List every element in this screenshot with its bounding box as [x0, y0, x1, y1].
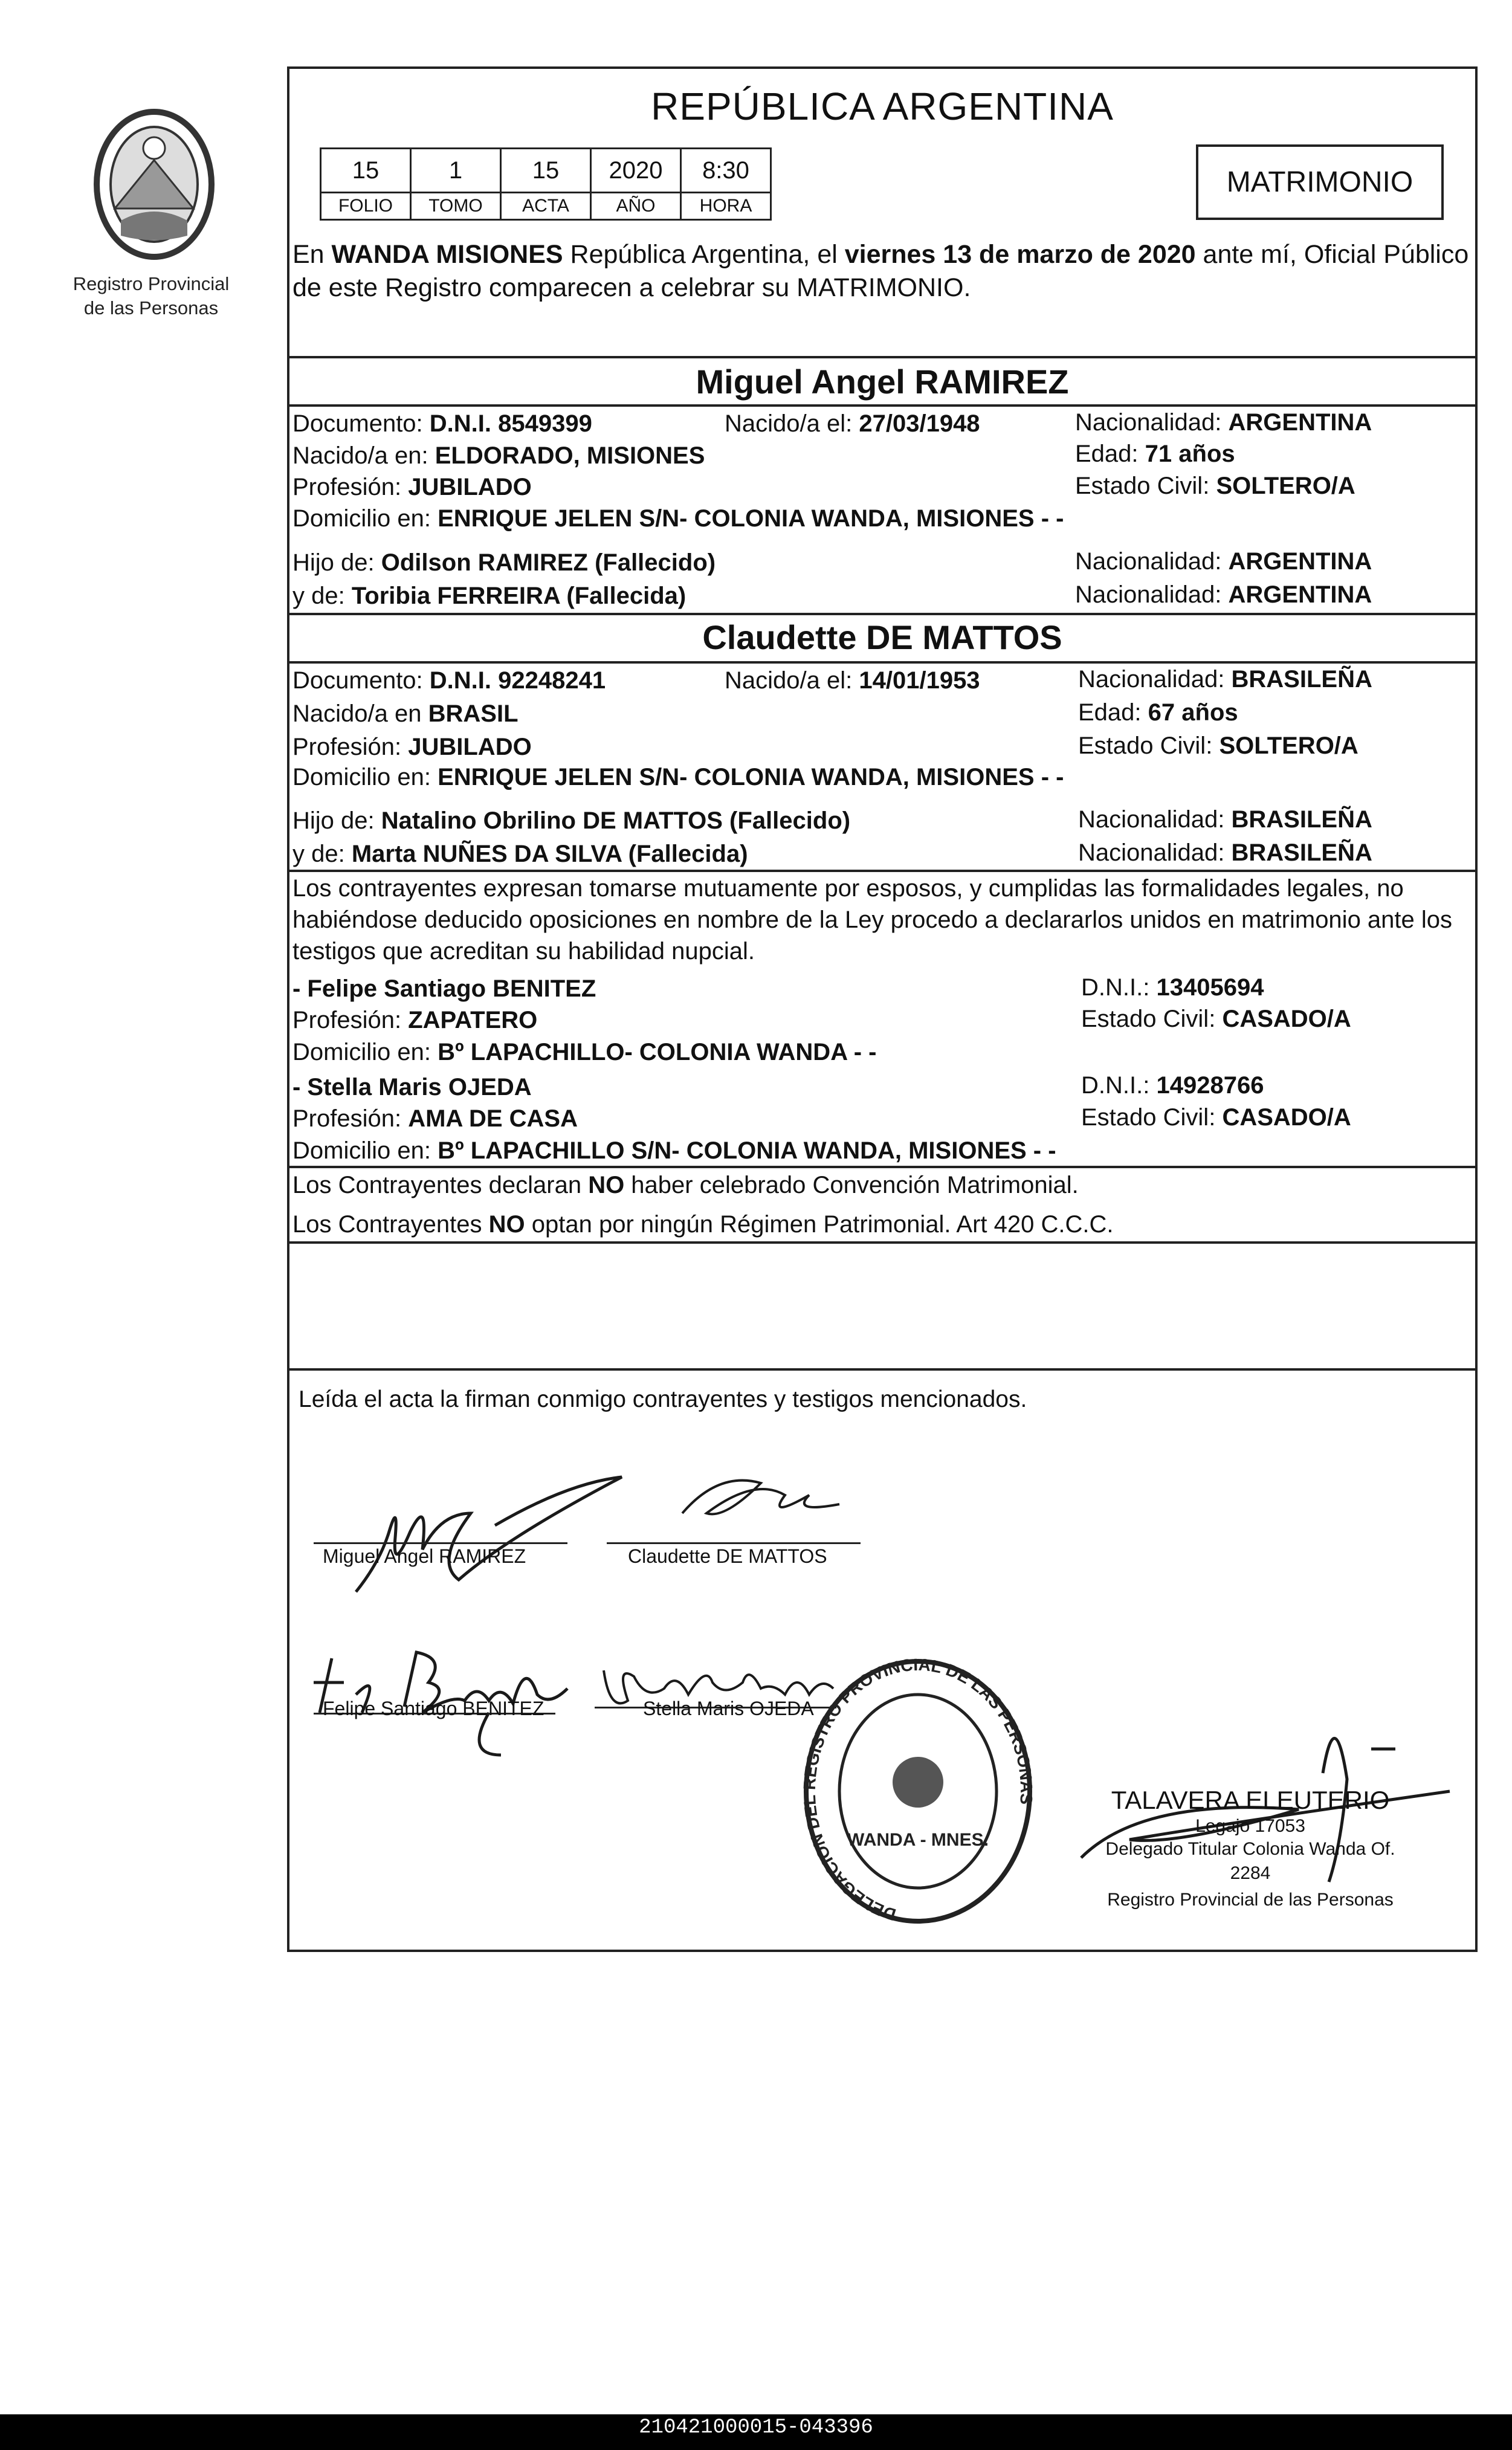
spouse2-father-nationality — [1078, 806, 1372, 833]
value: SOLTERO/A — [1219, 732, 1359, 759]
spouse2-name: Claudette DE MATTOS — [702, 618, 1062, 656]
hour-value: 8:30 — [681, 149, 771, 193]
value: BRASILEÑA — [1231, 839, 1372, 866]
label: Nacionalidad: — [1078, 839, 1225, 866]
value: 27/03/1948 — [859, 410, 980, 437]
label: Profesión: — [292, 474, 402, 500]
divider — [289, 613, 1475, 615]
signature-label-spouse1: Miguel Angel RAMIREZ — [323, 1545, 526, 1567]
value: 67 años — [1148, 699, 1238, 726]
value: Marta NUÑES DA SILVA (Fallecida) — [351, 841, 748, 867]
spouse1-name: Miguel Angel RAMIREZ — [696, 363, 1069, 401]
value: CASADO/A — [1222, 1104, 1351, 1131]
barcode-number: 210421000015-043396 — [639, 2416, 873, 2439]
spouse2-mother — [292, 841, 748, 868]
convention-line-2 — [292, 1211, 1114, 1238]
label: D.N.I.: — [1081, 1072, 1150, 1099]
spouse1-father — [292, 549, 716, 577]
value: BRASILEÑA — [1231, 666, 1372, 693]
value: Toribia FERREIRA (Fallecida) — [351, 583, 687, 609]
label: Domicilio en: — [292, 1137, 431, 1164]
misiones-registry-logo — [79, 100, 230, 269]
spouse1-civil-status — [1075, 473, 1355, 500]
spouse2-mother-nationality — [1078, 839, 1372, 867]
spouse2-birthdate — [725, 667, 980, 694]
value: Bº LAPACHILLO S/N- COLONIA WANDA, MISIONES - - — [438, 1137, 1056, 1164]
witness2-profession — [292, 1105, 578, 1133]
year-label: AÑO — [591, 193, 681, 220]
label: Estado Civil: — [1078, 732, 1213, 759]
intro-date: viernes 13 de marzo de 2020 — [844, 240, 1196, 269]
spouse1-birthdate — [725, 410, 980, 438]
witness1-address — [292, 1039, 876, 1066]
value: ZAPATERO — [408, 1007, 538, 1033]
registry-name-line1: Registro Provincial — [73, 273, 230, 294]
value: D.N.I. 92248241 — [429, 667, 606, 694]
spouse2-father — [292, 807, 850, 835]
label: Edad: — [1078, 699, 1142, 726]
label: Nacido/a el: — [725, 410, 853, 437]
declaration-text: Los contrayentes expresan tomarse mutuamente por esposos, y cumplidas las formalidades legales, no habiéndose deducido oposiciones en nombre de la Ley procedo a declararlos unidos en matrimonio ante los testigos que acreditan su habilidad nupcial. — [292, 875, 1453, 965]
spouse2-nationality — [1078, 666, 1372, 693]
registry-name-line2: de las Personas — [83, 297, 219, 318]
acta-value: 15 — [501, 149, 591, 193]
divider — [289, 1368, 1475, 1371]
officer-block — [1093, 1785, 1407, 1915]
value: 13405694 — [1156, 974, 1264, 1001]
label: Nacionalidad: — [1078, 806, 1225, 833]
seal-center-text: WANDA - MNES. — [847, 1830, 989, 1850]
spouse1-father-nationality — [1075, 548, 1372, 575]
emphasis: NO — [588, 1172, 625, 1198]
value: Bº LAPACHILLO- COLONIA WANDA - - — [438, 1039, 877, 1065]
witness1-civil-status — [1081, 1006, 1351, 1033]
value: ARGENTINA — [1228, 581, 1372, 608]
spouse2-civil-status — [1078, 732, 1359, 760]
signature-label-witness1: Felipe Santiago BENITEZ — [323, 1698, 544, 1719]
witness1-name — [292, 975, 596, 1003]
acta-label: ACTA — [501, 193, 591, 220]
spouse2-age — [1078, 699, 1238, 726]
spouse1-age — [1075, 441, 1235, 468]
label: D.N.I.: — [1081, 974, 1150, 1001]
registry-seal — [797, 1652, 1039, 1936]
label: Documento: — [292, 410, 423, 437]
signature-label-witness2: Stella Maris OJEDA — [643, 1698, 814, 1719]
signature-spouse2 — [670, 1453, 851, 1543]
convention-line-1 — [292, 1172, 1079, 1199]
value: SOLTERO/A — [1216, 473, 1355, 499]
label: Nacionalidad: — [1078, 666, 1225, 693]
text: Los Contrayentes declaran — [292, 1172, 589, 1198]
label: Hijo de: — [292, 549, 375, 576]
value: - Stella Maris OJEDA — [292, 1074, 532, 1101]
signature-line — [314, 1542, 567, 1544]
witness2-civil-status — [1081, 1104, 1351, 1131]
spouse1-profession — [292, 474, 532, 501]
folio-value: 15 — [321, 149, 411, 193]
spouse2-document — [292, 667, 606, 694]
value: 71 años — [1145, 441, 1235, 467]
hour-label: HORA — [681, 193, 771, 220]
value: ENRIQUE JELEN S/N- COLONIA WANDA, MISIONES - - — [438, 505, 1064, 532]
document-title: REPÚBLICA ARGENTINA — [651, 85, 1114, 128]
value: Natalino Obrilino DE MATTOS (Fallecido) — [381, 807, 851, 834]
witness2-name — [292, 1074, 532, 1101]
officer-role: Delegado Titular Colonia Wanda Of. 2284 — [1105, 1839, 1395, 1883]
spouse2-birthplace — [292, 700, 519, 728]
divider — [289, 661, 1475, 664]
spouse1-address — [292, 505, 1064, 532]
registry-name — [48, 272, 254, 320]
value: ENRIQUE JELEN S/N- COLONIA WANDA, MISIONES - - — [438, 764, 1064, 790]
officer-legajo: Legajo 17053 — [1195, 1816, 1305, 1836]
intro-paragraph — [292, 238, 1469, 305]
signature-line — [607, 1542, 861, 1544]
tomo-label: TOMO — [411, 193, 501, 220]
intro-place: WANDA MISIONES — [331, 240, 563, 269]
text: Los Contrayentes — [292, 1211, 489, 1238]
spouse1-document — [292, 410, 592, 438]
label: Estado Civil: — [1075, 473, 1210, 499]
spouse2-profession — [292, 734, 532, 761]
intro-text-3: ante mí, Oficial Público de este Registro comparecen a celebrar su MATRIMONIO. — [292, 240, 1469, 302]
label: y de: — [292, 583, 345, 609]
value: Odilson RAMIREZ (Fallecido) — [381, 549, 716, 576]
signature-label-spouse2: Claudette DE MATTOS — [628, 1545, 827, 1567]
document-type-box: MATRIMONIO — [1196, 144, 1444, 220]
label: Domicilio en: — [292, 764, 431, 790]
tomo-value: 1 — [411, 149, 501, 193]
value: - Felipe Santiago BENITEZ — [292, 975, 596, 1002]
witness2-dni — [1081, 1072, 1264, 1099]
spouse1-birthplace — [292, 442, 705, 470]
label: Edad: — [1075, 441, 1139, 467]
value: ARGENTINA — [1228, 548, 1372, 575]
year-value: 2020 — [591, 149, 681, 193]
closing-text: Leída el acta la firman conmigo contrayentes y testigos mencionados. — [299, 1386, 1027, 1412]
spouse1-nationality — [1075, 409, 1372, 436]
value: JUBILADO — [408, 474, 532, 500]
value: AMA DE CASA — [408, 1105, 578, 1132]
spouse1-mother — [292, 583, 686, 610]
emphasis: NO — [488, 1211, 525, 1238]
value: CASADO/A — [1222, 1006, 1351, 1032]
divider — [289, 404, 1475, 407]
label: Nacido/a en — [292, 700, 422, 727]
seal-ring-text: DELEGACION DEL REGISTRO PROVINCIAL DE LAS PERSONAS — [800, 1655, 1036, 1924]
value: BRASIL — [428, 700, 519, 727]
label: Estado Civil: — [1081, 1006, 1216, 1032]
label: Nacido/a en: — [292, 442, 428, 469]
label: Documento: — [292, 667, 423, 694]
value: BRASILEÑA — [1231, 806, 1372, 833]
signature-spouse1 — [338, 1441, 640, 1610]
witness1-dni — [1081, 974, 1264, 1001]
marriage-certificate-form — [287, 66, 1478, 1952]
witness2-address — [292, 1137, 1056, 1165]
witness1-profession — [292, 1007, 537, 1034]
label: Profesión: — [292, 1105, 402, 1132]
label: Nacionalidad: — [1075, 548, 1222, 575]
spouse2-address — [292, 764, 1064, 791]
divider — [289, 870, 1475, 872]
label: Nacionalidad: — [1075, 581, 1222, 608]
value: 14928766 — [1156, 1072, 1264, 1099]
label: Estado Civil: — [1081, 1104, 1216, 1131]
label: Nacido/a el: — [725, 667, 853, 694]
text: haber celebrado Convención Matrimonial. — [624, 1172, 1079, 1198]
spouse1-mother-nationality — [1075, 581, 1372, 609]
intro-text-1: En — [292, 240, 332, 269]
divider — [289, 1241, 1475, 1244]
folio-label: FOLIO — [321, 193, 411, 220]
label: Profesión: — [292, 734, 402, 760]
intro-text-2: República Argentina, el — [563, 240, 845, 269]
label: Profesión: — [292, 1007, 402, 1033]
value: JUBILADO — [408, 734, 532, 760]
text: optan por ningún Régimen Patrimonial. Art 420 C.C.C. — [525, 1211, 1114, 1238]
officer-name: TALAVERA ELEUTERIO — [1111, 1786, 1390, 1814]
officer-registry: Registro Provincial de las Personas — [1107, 1890, 1394, 1910]
label: Domicilio en: — [292, 505, 431, 532]
registration-table — [320, 147, 772, 221]
value: ELDORADO, MISIONES — [435, 442, 705, 469]
value: 14/01/1953 — [859, 667, 980, 694]
divider — [289, 1166, 1475, 1168]
label: Hijo de: — [292, 807, 375, 834]
value: D.N.I. 8549399 — [429, 410, 592, 437]
label: Domicilio en: — [292, 1039, 431, 1065]
label: Nacionalidad: — [1075, 409, 1222, 436]
label: y de: — [292, 841, 345, 867]
value: ARGENTINA — [1228, 409, 1372, 436]
divider — [289, 356, 1475, 358]
